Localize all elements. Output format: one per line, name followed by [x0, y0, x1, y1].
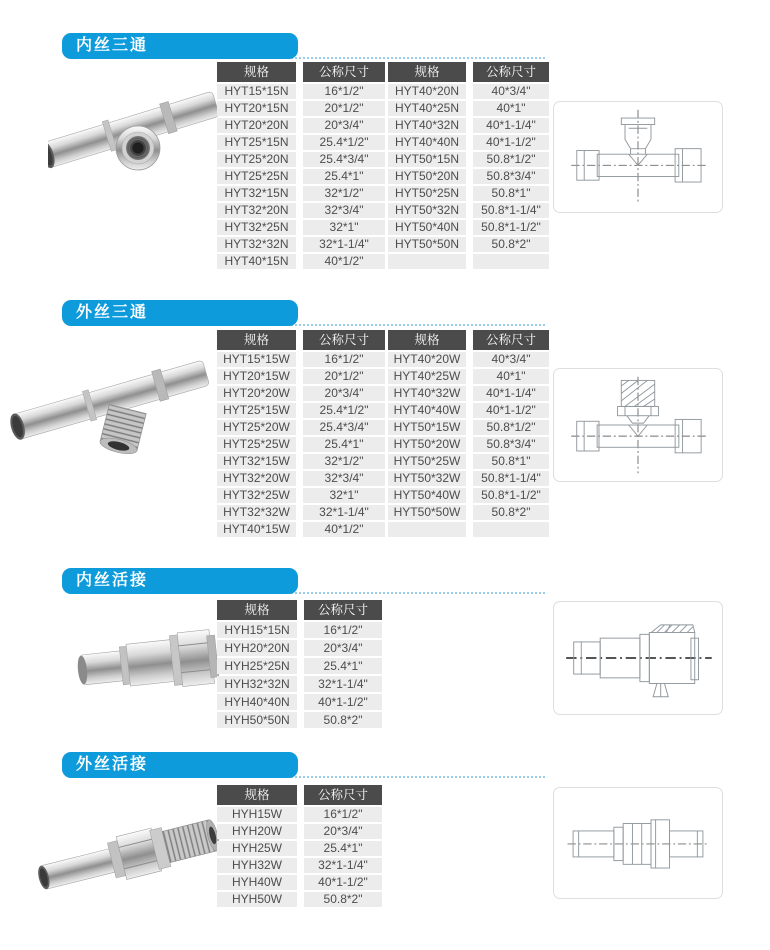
table-row [217, 420, 385, 435]
table-row [388, 386, 549, 401]
table-header-size: 公称尺寸 [304, 785, 382, 805]
spec-table [388, 330, 549, 537]
table-cell: HYH32*32N [217, 676, 297, 692]
table-cell: 50.8*2" [473, 505, 549, 520]
column-gap [466, 203, 473, 218]
column-gap [296, 454, 303, 469]
table-row [217, 622, 382, 638]
table-header-size: 公称尺寸 [303, 62, 385, 82]
column-gap [466, 186, 473, 201]
table-header-size: 公称尺寸 [473, 330, 549, 350]
table-cell: 40*1-1/2" [304, 875, 382, 890]
column-gap [297, 676, 304, 692]
table-row [388, 437, 549, 452]
table-header-size: 公称尺寸 [303, 330, 385, 350]
table-cell: HYT40*32W [388, 386, 466, 401]
table-row [388, 505, 549, 520]
table-cell [388, 254, 466, 269]
column-gap [296, 437, 303, 452]
column-gap [466, 386, 473, 401]
table-cell: HYT15*15W [217, 352, 296, 367]
table-row [217, 101, 385, 116]
table-header-row [388, 330, 549, 350]
table-cell: 40*3/4" [473, 352, 549, 367]
table-cell: 32*1-1/4" [303, 237, 385, 252]
column-gap [466, 118, 473, 133]
column-gap [297, 824, 304, 839]
table-row [217, 858, 382, 873]
table-cell: 50.8*2" [304, 712, 382, 728]
table-cell: 16*1/2" [303, 84, 385, 99]
column-gap [466, 101, 473, 116]
table-cell: 40*1-1/4" [473, 386, 549, 401]
table-header-row [217, 785, 382, 805]
table-cell: 50.8*3/4" [473, 437, 549, 452]
section-title: 外丝活接 [76, 756, 149, 773]
table-cell: HYT25*25W [217, 437, 296, 452]
table-cell: HYT25*20W [217, 420, 296, 435]
table-cell: HYT40*15W [217, 522, 296, 537]
table-cell: 40*1-1/2" [304, 694, 382, 710]
table-cell: 40*1-1/2" [473, 135, 549, 150]
table-cell: HYT50*15W [388, 420, 466, 435]
table-cell: 40*1" [473, 101, 549, 116]
section-title: 外丝三通 [76, 304, 149, 321]
table-cell: HYT40*15N [217, 254, 296, 269]
table-row [388, 101, 549, 116]
table-cell: 25.4*1/2" [303, 403, 385, 418]
table-cell: 50.8*1/2" [473, 152, 549, 167]
table-cell: 32*1/2" [303, 186, 385, 201]
table-cell: HYH40*40N [217, 694, 297, 710]
table-header-row [217, 330, 385, 350]
table-cell: HYT20*15W [217, 369, 296, 384]
table-row [217, 352, 385, 367]
column-gap [296, 220, 303, 235]
table-cell: HYT32*32W [217, 505, 296, 520]
column-gap [466, 420, 473, 435]
column-gap [466, 352, 473, 367]
column-gap [296, 352, 303, 367]
table-cell: 32*1-1/4" [304, 858, 382, 873]
column-gap [466, 522, 473, 537]
column-gap [296, 237, 303, 252]
table-row [388, 203, 549, 218]
technical-drawing-female-union [553, 601, 723, 715]
table-cell: 20*1/2" [303, 369, 385, 384]
table-cell: 50.8*2" [473, 237, 549, 252]
table-row [217, 386, 385, 401]
table-row [217, 892, 382, 907]
table-cell: 20*3/4" [303, 386, 385, 401]
table-cell: 50.8*2" [304, 892, 382, 907]
table-cell: HYH20*20N [217, 640, 297, 656]
column-gap [297, 892, 304, 907]
table-row [217, 454, 385, 469]
table-cell: 50.8*1-1/4" [473, 471, 549, 486]
table-row [217, 694, 382, 710]
table-cell: 32*1" [303, 220, 385, 235]
table-cell: 20*3/4" [304, 640, 382, 656]
table-row [217, 488, 385, 503]
column-gap [297, 841, 304, 856]
column-gap [466, 84, 473, 99]
table-cell: HYT50*50N [388, 237, 466, 252]
column-gap [296, 186, 303, 201]
table-header-spec: 规格 [217, 785, 297, 805]
table-header-row [217, 62, 385, 82]
table-cell: 25.4*3/4" [303, 420, 385, 435]
table-header-row [388, 62, 549, 82]
table-cell: 50.8*1" [473, 454, 549, 469]
column-gap [296, 386, 303, 401]
table-row [217, 841, 382, 856]
table-row [217, 203, 385, 218]
table-row [217, 522, 385, 537]
column-gap [296, 369, 303, 384]
column-gap [297, 694, 304, 710]
table-cell: HYT40*25N [388, 101, 466, 116]
column-gap [296, 254, 303, 269]
column-gap [297, 658, 304, 674]
section-title-banner [62, 752, 298, 778]
table-cell: HYT50*40W [388, 488, 466, 503]
table-cell: 25.4*1" [304, 841, 382, 856]
column-gap [296, 505, 303, 520]
table-row [388, 118, 549, 133]
table-cell: HYT25*15N [217, 135, 296, 150]
column-gap [296, 471, 303, 486]
table-row [217, 807, 382, 822]
section-title: 内丝三通 [76, 37, 149, 54]
column-gap [466, 369, 473, 384]
table-cell: 32*3/4" [303, 471, 385, 486]
table-cell: HYT40*25W [388, 369, 466, 384]
table-cell: 50.8*3/4" [473, 169, 549, 184]
table-cell: 50.8*1-1/4" [473, 203, 549, 218]
section-title-banner [62, 33, 298, 59]
table-cell: 40*1/2" [303, 522, 385, 537]
table-row [217, 237, 385, 252]
technical-drawing-female-tee [553, 101, 723, 213]
table-cell: 40*1-1/4" [473, 118, 549, 133]
table-cell: 20*3/4" [304, 824, 382, 839]
column-gap [466, 237, 473, 252]
column-gap [296, 118, 303, 133]
table-cell: HYT25*15W [217, 403, 296, 418]
column-gap [466, 437, 473, 452]
table-cell: HYT50*50W [388, 505, 466, 520]
table-row [388, 186, 549, 201]
table-cell: HYT32*20N [217, 203, 296, 218]
table-cell: HYT50*32W [388, 471, 466, 486]
column-gap [296, 403, 303, 418]
column-gap [466, 62, 473, 82]
table-cell: HYT25*20N [217, 152, 296, 167]
table-row [217, 471, 385, 486]
table-row [388, 152, 549, 167]
table-cell: HYH15W [217, 807, 297, 822]
table-row [217, 658, 382, 674]
column-gap [466, 152, 473, 167]
column-gap [297, 640, 304, 656]
table-cell: 25.4*1/2" [303, 135, 385, 150]
column-gap [466, 330, 473, 350]
table-cell [473, 254, 549, 269]
table-cell: HYH50W [217, 892, 297, 907]
table-cell: 20*3/4" [303, 118, 385, 133]
table-cell: HYT50*32N [388, 203, 466, 218]
table-cell: 50.8*1-1/2" [473, 488, 549, 503]
table-row [388, 488, 549, 503]
product-photo-female-union [75, 616, 223, 708]
table-cell: HYT20*15N [217, 101, 296, 116]
column-gap [297, 807, 304, 822]
table-cell: HYT20*20N [217, 118, 296, 133]
table-header-spec: 规格 [217, 330, 296, 350]
table-cell: 32*1" [303, 488, 385, 503]
table-row [217, 118, 385, 133]
column-gap [297, 600, 304, 620]
table-cell: HYH25*25N [217, 658, 297, 674]
table-row [217, 437, 385, 452]
table-cell: HYH50*50N [217, 712, 297, 728]
table-cell: HYH20W [217, 824, 297, 839]
table-header-row [217, 600, 382, 620]
column-gap [466, 254, 473, 269]
table-row [217, 676, 382, 692]
table-row [388, 237, 549, 252]
table-cell: HYH25W [217, 841, 297, 856]
table-cell: 32*3/4" [303, 203, 385, 218]
table-cell: HYT32*15N [217, 186, 296, 201]
product-photo-male-tee [8, 342, 220, 474]
table-cell: 25.4*1" [303, 169, 385, 184]
table-header-spec: 规格 [217, 62, 296, 82]
table-row [217, 84, 385, 99]
table-row [388, 471, 549, 486]
table-cell: 25.4*1" [304, 658, 382, 674]
column-gap [466, 403, 473, 418]
table-cell: HYT50*25N [388, 186, 466, 201]
table-row [388, 84, 549, 99]
table-cell [388, 522, 466, 537]
table-row [388, 220, 549, 235]
table-cell: 40*3/4" [473, 84, 549, 99]
table-cell [473, 522, 549, 537]
table-cell: 25.4*1" [303, 437, 385, 452]
table-cell: HYT32*25N [217, 220, 296, 235]
section-title-banner [62, 568, 298, 594]
table-row [217, 640, 382, 656]
table-cell: HYT32*20W [217, 471, 296, 486]
table-row [217, 824, 382, 839]
table-cell: 32*1-1/4" [304, 676, 382, 692]
table-cell: HYH15*15N [217, 622, 297, 638]
column-gap [466, 471, 473, 486]
table-cell: HYT32*25W [217, 488, 296, 503]
table-cell: 50.8*1-1/2" [473, 220, 549, 235]
table-row [388, 454, 549, 469]
table-cell: 50.8*1/2" [473, 420, 549, 435]
table-row [217, 712, 382, 728]
table-row [217, 220, 385, 235]
column-gap [296, 84, 303, 99]
table-cell: 32*1-1/4" [303, 505, 385, 520]
table-cell: 25.4*3/4" [303, 152, 385, 167]
table-header-spec: 规格 [388, 330, 466, 350]
table-cell: 16*1/2" [303, 352, 385, 367]
table-cell: 50.8*1" [473, 186, 549, 201]
column-gap [297, 785, 304, 805]
table-cell: HYH40W [217, 875, 297, 890]
table-row [388, 403, 549, 418]
table-row [217, 169, 385, 184]
column-gap [296, 420, 303, 435]
spec-table [217, 785, 382, 907]
table-row [388, 420, 549, 435]
table-cell: 40*1-1/2" [473, 403, 549, 418]
table-row [217, 186, 385, 201]
product-photo-male-union [35, 786, 239, 906]
spec-table [388, 62, 549, 269]
table-cell: HYT40*20N [388, 84, 466, 99]
column-gap [296, 169, 303, 184]
column-gap [296, 522, 303, 537]
table-row [217, 254, 385, 269]
column-gap [466, 488, 473, 503]
table-cell: HYH32W [217, 858, 297, 873]
table-row [388, 369, 549, 384]
column-gap [466, 220, 473, 235]
column-gap [297, 875, 304, 890]
table-cell: HYT32*15W [217, 454, 296, 469]
column-gap [466, 169, 473, 184]
spec-table [217, 62, 385, 269]
table-row [217, 875, 382, 890]
table-header-spec: 规格 [217, 600, 297, 620]
section-title: 内丝活接 [76, 572, 149, 589]
table-cell: HYT50*15N [388, 152, 466, 167]
spec-table [217, 330, 385, 537]
table-cell: HYT50*40N [388, 220, 466, 235]
table-cell: HYT50*20W [388, 437, 466, 452]
table-cell: HYT40*40N [388, 135, 466, 150]
column-gap [297, 858, 304, 873]
table-row [388, 522, 549, 537]
column-gap [296, 62, 303, 82]
table-cell: HYT50*20N [388, 169, 466, 184]
column-gap [296, 488, 303, 503]
table-cell: HYT25*25N [217, 169, 296, 184]
table-row [217, 135, 385, 150]
column-gap [296, 203, 303, 218]
table-cell: HYT50*25W [388, 454, 466, 469]
table-cell: 32*1/2" [303, 454, 385, 469]
table-cell: HYT32*32N [217, 237, 296, 252]
column-gap [296, 330, 303, 350]
table-row [388, 169, 549, 184]
column-gap [466, 135, 473, 150]
table-cell: 40*1" [473, 369, 549, 384]
technical-drawing-male-tee [553, 368, 723, 482]
table-cell: 16*1/2" [304, 807, 382, 822]
table-row [217, 403, 385, 418]
technical-drawing-male-union [553, 787, 723, 899]
column-gap [296, 135, 303, 150]
column-gap [296, 101, 303, 116]
table-header-spec: 规格 [388, 62, 466, 82]
table-cell: 40*1/2" [303, 254, 385, 269]
table-cell: HYT40*32N [388, 118, 466, 133]
table-row [217, 152, 385, 167]
table-row [388, 352, 549, 367]
table-row [217, 369, 385, 384]
table-header-size: 公称尺寸 [473, 62, 549, 82]
table-cell: 20*1/2" [303, 101, 385, 116]
table-header-size: 公称尺寸 [304, 600, 382, 620]
column-gap [466, 454, 473, 469]
column-gap [297, 622, 304, 638]
spec-table [217, 600, 382, 728]
table-cell: HYT20*20W [217, 386, 296, 401]
table-cell: 16*1/2" [304, 622, 382, 638]
table-row [217, 505, 385, 520]
column-gap [297, 712, 304, 728]
table-cell: HYT40*40W [388, 403, 466, 418]
column-gap [466, 505, 473, 520]
product-photo-female-tee [48, 76, 218, 190]
table-cell: HYT15*15N [217, 84, 296, 99]
table-row [388, 254, 549, 269]
section-title-banner [62, 300, 298, 326]
column-gap [296, 152, 303, 167]
table-row [388, 135, 549, 150]
table-cell: HYT40*20W [388, 352, 466, 367]
